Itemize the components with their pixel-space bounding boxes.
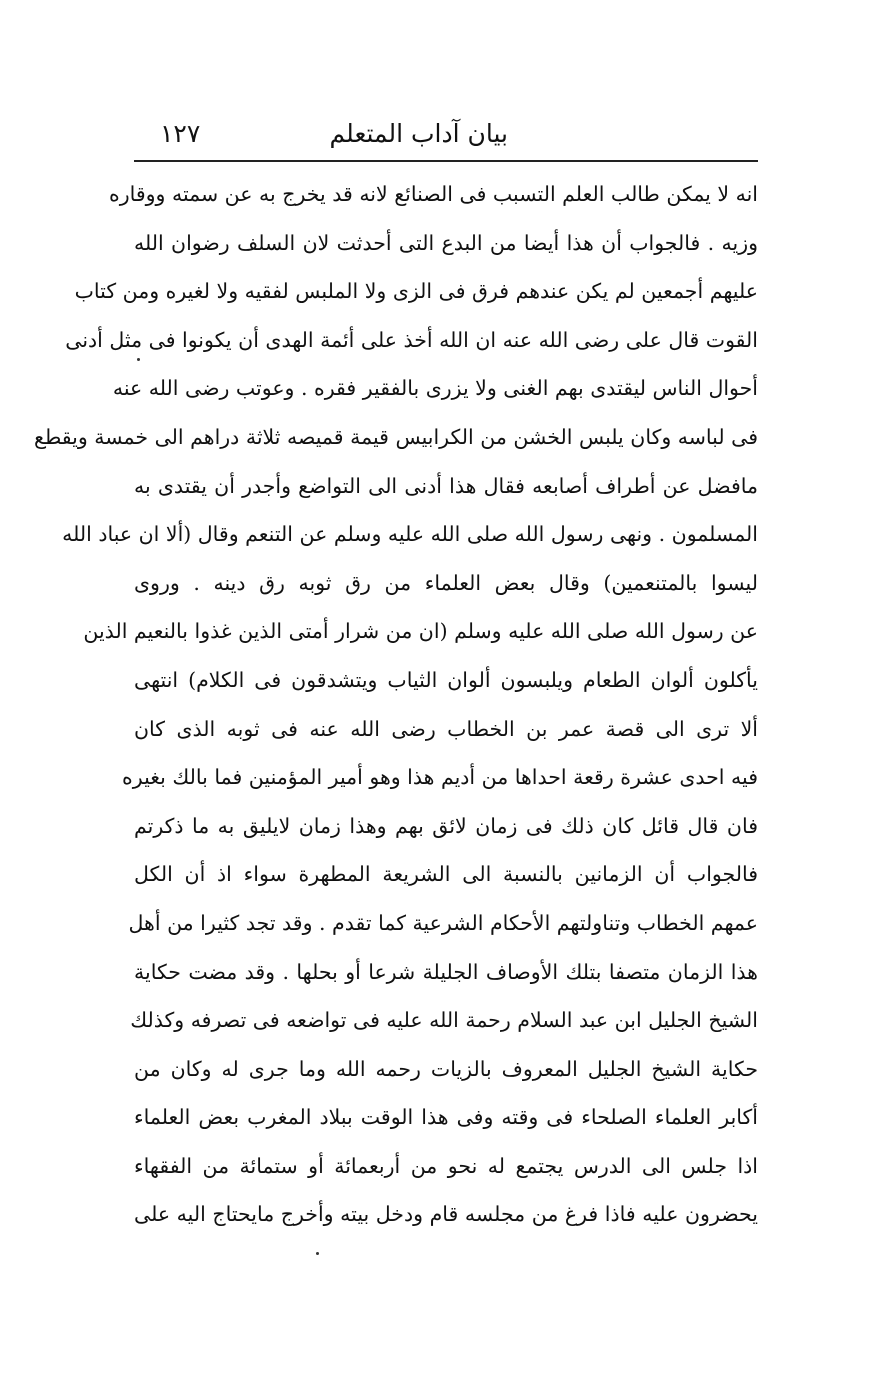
header-rule [134, 160, 758, 162]
text-line: فى لباسه وكان يلبس الخشن من الكرابيس قيمة قميصه ثلاثة دراهم الى خمسة ويقطع [34, 424, 758, 449]
text-line: أكابر العلماء الصلحاء فى وقته وفى هذا الوقت ببلاد المغرب بعض العلماء [134, 1105, 758, 1130]
text-line: القوت قال على رضى الله عنه ان الله أخذ على أئمة الهدى أن يكونوا فى مثل أدنى [65, 327, 758, 352]
text-line: هذا الزمان متصفا بتلك الأوصاف الجليلة شرعا أو بحلها . وقد مضت حكاية [134, 959, 758, 984]
running-title: بيان آداب المتعلم [329, 119, 508, 148]
text-line: مافضل عن أطراف أصابعه فقال هذا أدنى الى التواضع وأجدر أن يقتدى به [134, 473, 758, 498]
text-line: يأكلون ألوان الطعام ويلبسون ألوان الثياب ويتشدقون فى الكلام) انتهى [134, 667, 758, 692]
text-line: ألا ترى الى قصة عمر بن الخطاب رضى الله عنه فى ثوبه الذى كان [134, 716, 758, 741]
text-line: المسلمون . ونهى رسول الله صلى الله عليه وسلم عن التنعم وقال (ألا ان عباد الله [62, 522, 758, 547]
text-line: فان قال قائل كان ذلك فى زمان لائق بهم وهذا زمان لايليق به ما ذكرتم [134, 813, 758, 838]
text-line: أحوال الناس ليقتدى بهم الغنى ولا يزرى بالفقير فقره . وعوتب رضى الله عنه [112, 376, 758, 401]
text-line: عليهم أجمعين لم يكن عندهم فرق فى الزى ولا الملبس لفقيه ولا لغيره ومن كتاب [74, 279, 758, 304]
text-line: عمهم الخطاب وتناولتهم الأحكام الشرعية كما تقدم . وقد تجد كثيرا من أهل [128, 910, 758, 935]
text-line: انه لا يمكن طالب العلم التسبب فى الصنائع لانه قد يخرج به عن سمته ووقاره [108, 182, 758, 206]
page-number: ١٢٧ [160, 119, 201, 148]
body-text [34, 170, 758, 1239]
text-line: فيه احدى عشرة رقعة احداها من أديم هذا وهو أمير المؤمنين فما بالك بغيره [122, 765, 758, 790]
print-speck [316, 1252, 319, 1255]
text-line: عن رسول الله صلى الله عليه وسلم (ان من شرار أمتى الذين غذوا بالنعيم الذين [83, 619, 758, 644]
text-line: حكاية الشيخ الجليل المعروف بالزيات رحمه الله وما جرى له وكان من [134, 1056, 758, 1081]
text-line: ليسوا بالمتنعمين) وقال بعض العلماء من رق ثوبه رق دينه . وروى [134, 570, 758, 595]
text-line: فالجواب أن الزمانين بالنسبة الى الشريعة المطهرة سواء اذ أن الكل [134, 862, 758, 887]
text-line: الشيخ الجليل ابن عبد السلام رحمة الله عليه فى تواضعه فى تصرفه وكذلك [130, 1008, 758, 1033]
print-speck [137, 358, 140, 361]
text-line: وزيه . فالجواب أن هذا أيضا من البدع التى أحدثت لان السلف رضوان الله [134, 230, 758, 255]
text-line: يحضرون عليه فاذا فرغ من مجلسه قام ودخل بيته وأخرج مايحتاج اليه على [134, 1202, 758, 1227]
text-line: اذا جلس الى الدرس يجتمع له نحو من أربعمائة أو ستمائة من الفقهاء [134, 1153, 758, 1178]
page-header [134, 112, 758, 158]
